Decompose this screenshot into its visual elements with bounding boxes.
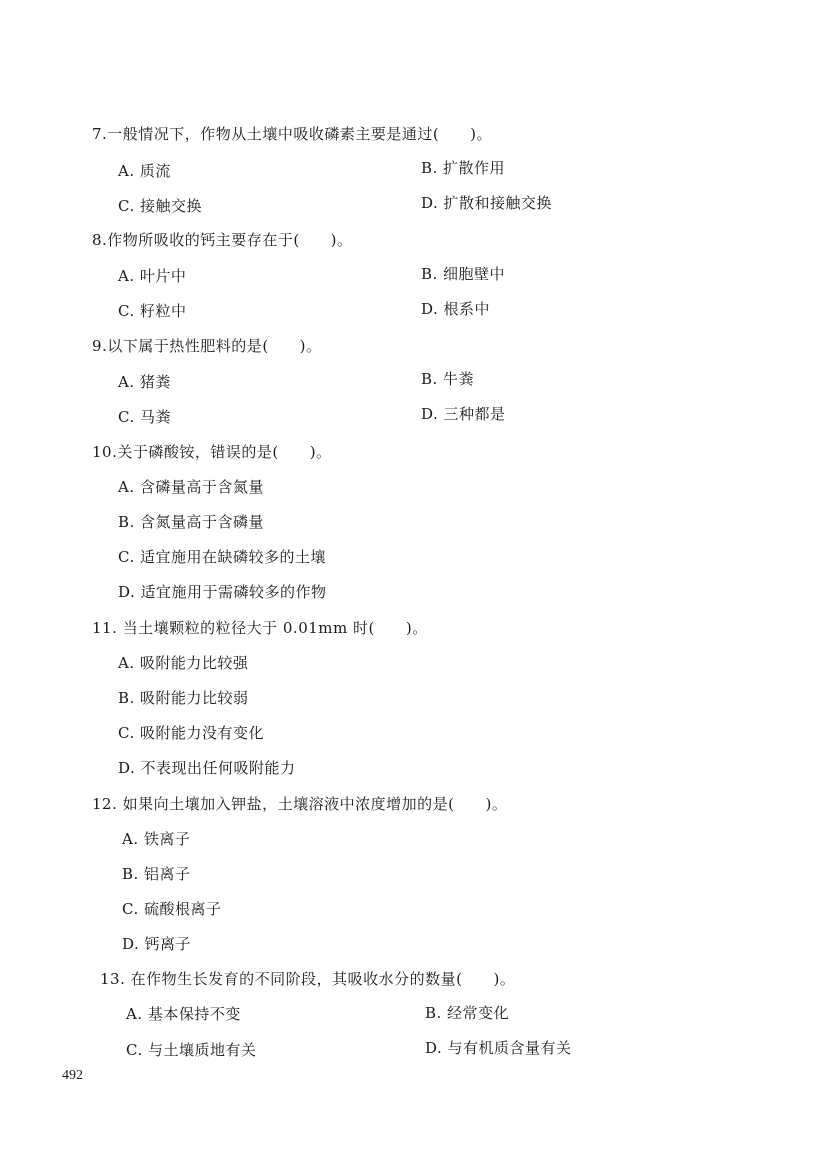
question-10-option-b: B. 含氮量高于含磷量 — [118, 513, 265, 531]
question-10-stem: 10.关于磷酸铵，错误的是( )。 — [92, 443, 332, 461]
question-8-stem: 8.作物所吸收的钙主要存在于( )。 — [92, 231, 353, 249]
question-7-stem: 7.一般情况下，作物从土壤中吸收磷素主要是通过( )。 — [92, 125, 493, 143]
question-10-option-d: D. 适宜施用于需磷较多的作物 — [118, 583, 327, 601]
question-11-option-d: D. 不表现出任何吸附能力 — [118, 759, 296, 777]
question-13-option-b: B. 经常变化 — [425, 1004, 510, 1022]
question-13-option-d: D. 与有机质含量有关 — [425, 1039, 572, 1057]
question-11-stem: 11. 当土壤颗粒的粒径大于 0.01mm 时( )。 — [92, 619, 428, 637]
question-12-stem: 12. 如果向土壤加入钾盐，土壤溶液中浓度增加的是( )。 — [92, 795, 508, 813]
question-9-option-b: B. 牛粪 — [421, 370, 475, 388]
question-11-option-c: C. 吸附能力没有变化 — [118, 724, 264, 742]
question-7-option-d: D. 扩散和接触交换 — [421, 194, 553, 212]
question-11-option-b: B. 吸附能力比较弱 — [118, 689, 249, 707]
question-9-stem: 9.以下属于热性肥料的是( )。 — [92, 337, 322, 355]
question-13-option-a: A. 基本保持不变 — [126, 1005, 241, 1023]
question-8-option-d: D. 根系中 — [421, 300, 491, 318]
question-10-option-c: C. 适宜施用在缺磷较多的土壤 — [118, 548, 326, 566]
question-12-option-a: A. 铁离子 — [122, 830, 191, 848]
question-12-option-b: B. 铝离子 — [122, 865, 191, 883]
question-13-option-c: C. 与土壤质地有关 — [126, 1041, 257, 1059]
question-7-option-c: C. 接触交换 — [118, 197, 202, 215]
question-12-option-c: C. 硫酸根离子 — [122, 900, 222, 918]
question-7-option-b: B. 扩散作用 — [421, 159, 506, 177]
question-8-option-a: A. 叶片中 — [118, 267, 187, 285]
question-7-option-a: A. 质流 — [118, 162, 171, 180]
page-number: 492 — [62, 1068, 83, 1083]
question-8-option-b: B. 细胞壁中 — [421, 265, 506, 283]
question-10-option-a: A. 含磷量高于含氮量 — [118, 478, 264, 496]
question-11-option-a: A. 吸附能力比较强 — [118, 654, 249, 672]
question-13-stem: 13. 在作物生长发育的不同阶段，其吸收水分的数量( )。 — [100, 970, 516, 988]
question-9-option-c: C. 马粪 — [118, 408, 171, 426]
question-12-option-d: D. 钙离子 — [122, 935, 192, 953]
question-8-option-c: C. 籽粒中 — [118, 302, 187, 320]
question-9-option-a: A. 猪粪 — [118, 373, 171, 391]
question-9-option-d: D. 三种都是 — [421, 405, 506, 423]
